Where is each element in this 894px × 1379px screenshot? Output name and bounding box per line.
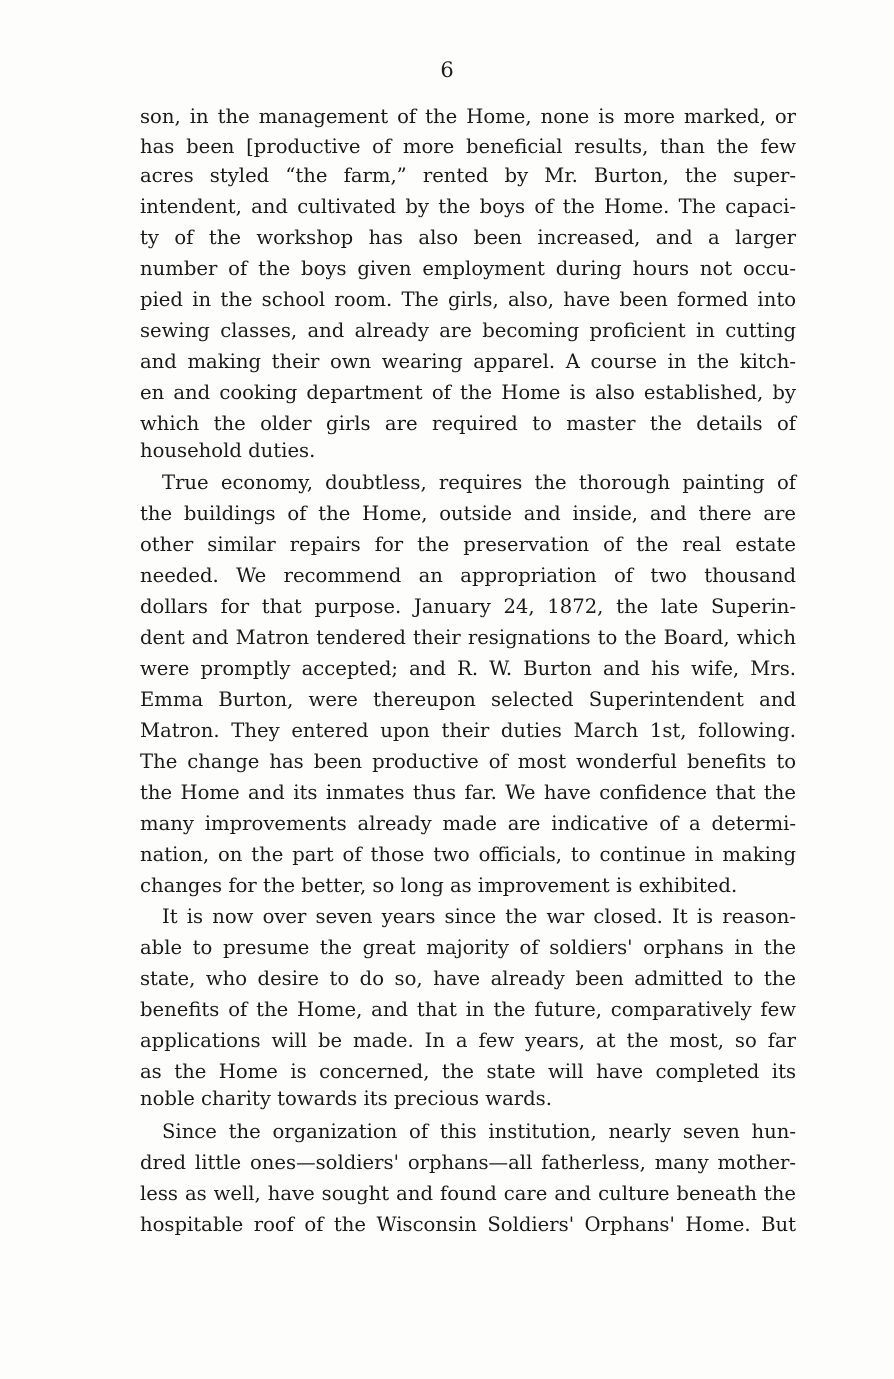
text-line: dollars for that purpose. January 24, 1872, the late Superin- [140, 595, 796, 618]
text-line: changes for the better, so long as improvement is exhibited. [140, 874, 738, 897]
text-line: less as well, have sought and found care and culture beneath the [140, 1182, 796, 1205]
text-line: has been [productive of more beneficial results, than the few [140, 135, 796, 158]
text-line: pied in the school room. The girls, also, have been formed into [140, 288, 796, 311]
text-line: nation, on the part of those two officials, to continue in making [140, 843, 796, 866]
paragraph-first-line: Since the organization of this institution, nearly seven hun- [162, 1120, 796, 1143]
paragraph-first-line: True economy, doubtless, requires the thorough painting of [162, 471, 796, 494]
text-line: and making their own wearing apparel. A course in the kitch- [140, 350, 796, 373]
text-line: noble charity towards its precious wards. [140, 1087, 552, 1110]
text-line: dent and Matron tendered their resignations to the Board, which [140, 626, 796, 649]
text-line: ty of the workshop has also been increased, and a larger [140, 226, 796, 249]
text-line: dred little ones—soldiers' orphans—all fatherless, many mother- [140, 1151, 796, 1174]
text-line: the buildings of the Home, outside and inside, and there are [140, 502, 796, 525]
text-line: which the older girls are required to master the details of [140, 412, 796, 435]
text-line: intendent, and cultivated by the boys of the Home. The capaci- [140, 195, 796, 218]
text-line: number of the boys given employment during hours not occu- [140, 257, 796, 280]
text-line: were promptly accepted; and R. W. Burton and his wife, Mrs. [140, 657, 796, 680]
text-line: as the Home is concerned, the state will have completed its [140, 1060, 796, 1083]
text-line: son, in the management of the Home, none is more marked, or [140, 105, 796, 128]
text-line: state, who desire to do so, have already been admitted to the [140, 967, 796, 990]
text-line: needed. We recommend an appropriation of two thousand [140, 564, 796, 587]
text-line: many improvements already made are indicative of a determi- [140, 812, 796, 835]
text-line: The change has been productive of most wonderful benefits to [140, 750, 796, 773]
page-number: 6 [440, 58, 454, 82]
text-line: the Home and its inmates thus far. We have confidence that the [140, 781, 796, 804]
text-line: hospitable roof of the Wisconsin Soldiers' Orphans' Home. But [140, 1213, 796, 1236]
text-line: household duties. [140, 439, 316, 462]
paragraph-first-line: It is now over seven years since the war closed. It is reason- [162, 905, 796, 928]
text-line: Emma Burton, were thereupon selected Superintendent and [140, 688, 796, 711]
text-line: applications will be made. In a few years, at the most, so far [140, 1029, 796, 1052]
text-line: Matron. They entered upon their duties March 1st, following. [140, 719, 796, 742]
text-line: sewing classes, and already are becoming proficient in cutting [140, 319, 796, 342]
text-line: acres styled “the farm,” rented by Mr. Burton, the super- [140, 164, 796, 187]
text-line: en and cooking department of the Home is also established, by [140, 381, 796, 404]
text-line: benefits of the Home, and that in the future, comparatively few [140, 998, 796, 1021]
text-line: other similar repairs for the preservation of the real estate [140, 533, 796, 556]
text-line: able to presume the great majority of soldiers' orphans in the [140, 936, 796, 959]
